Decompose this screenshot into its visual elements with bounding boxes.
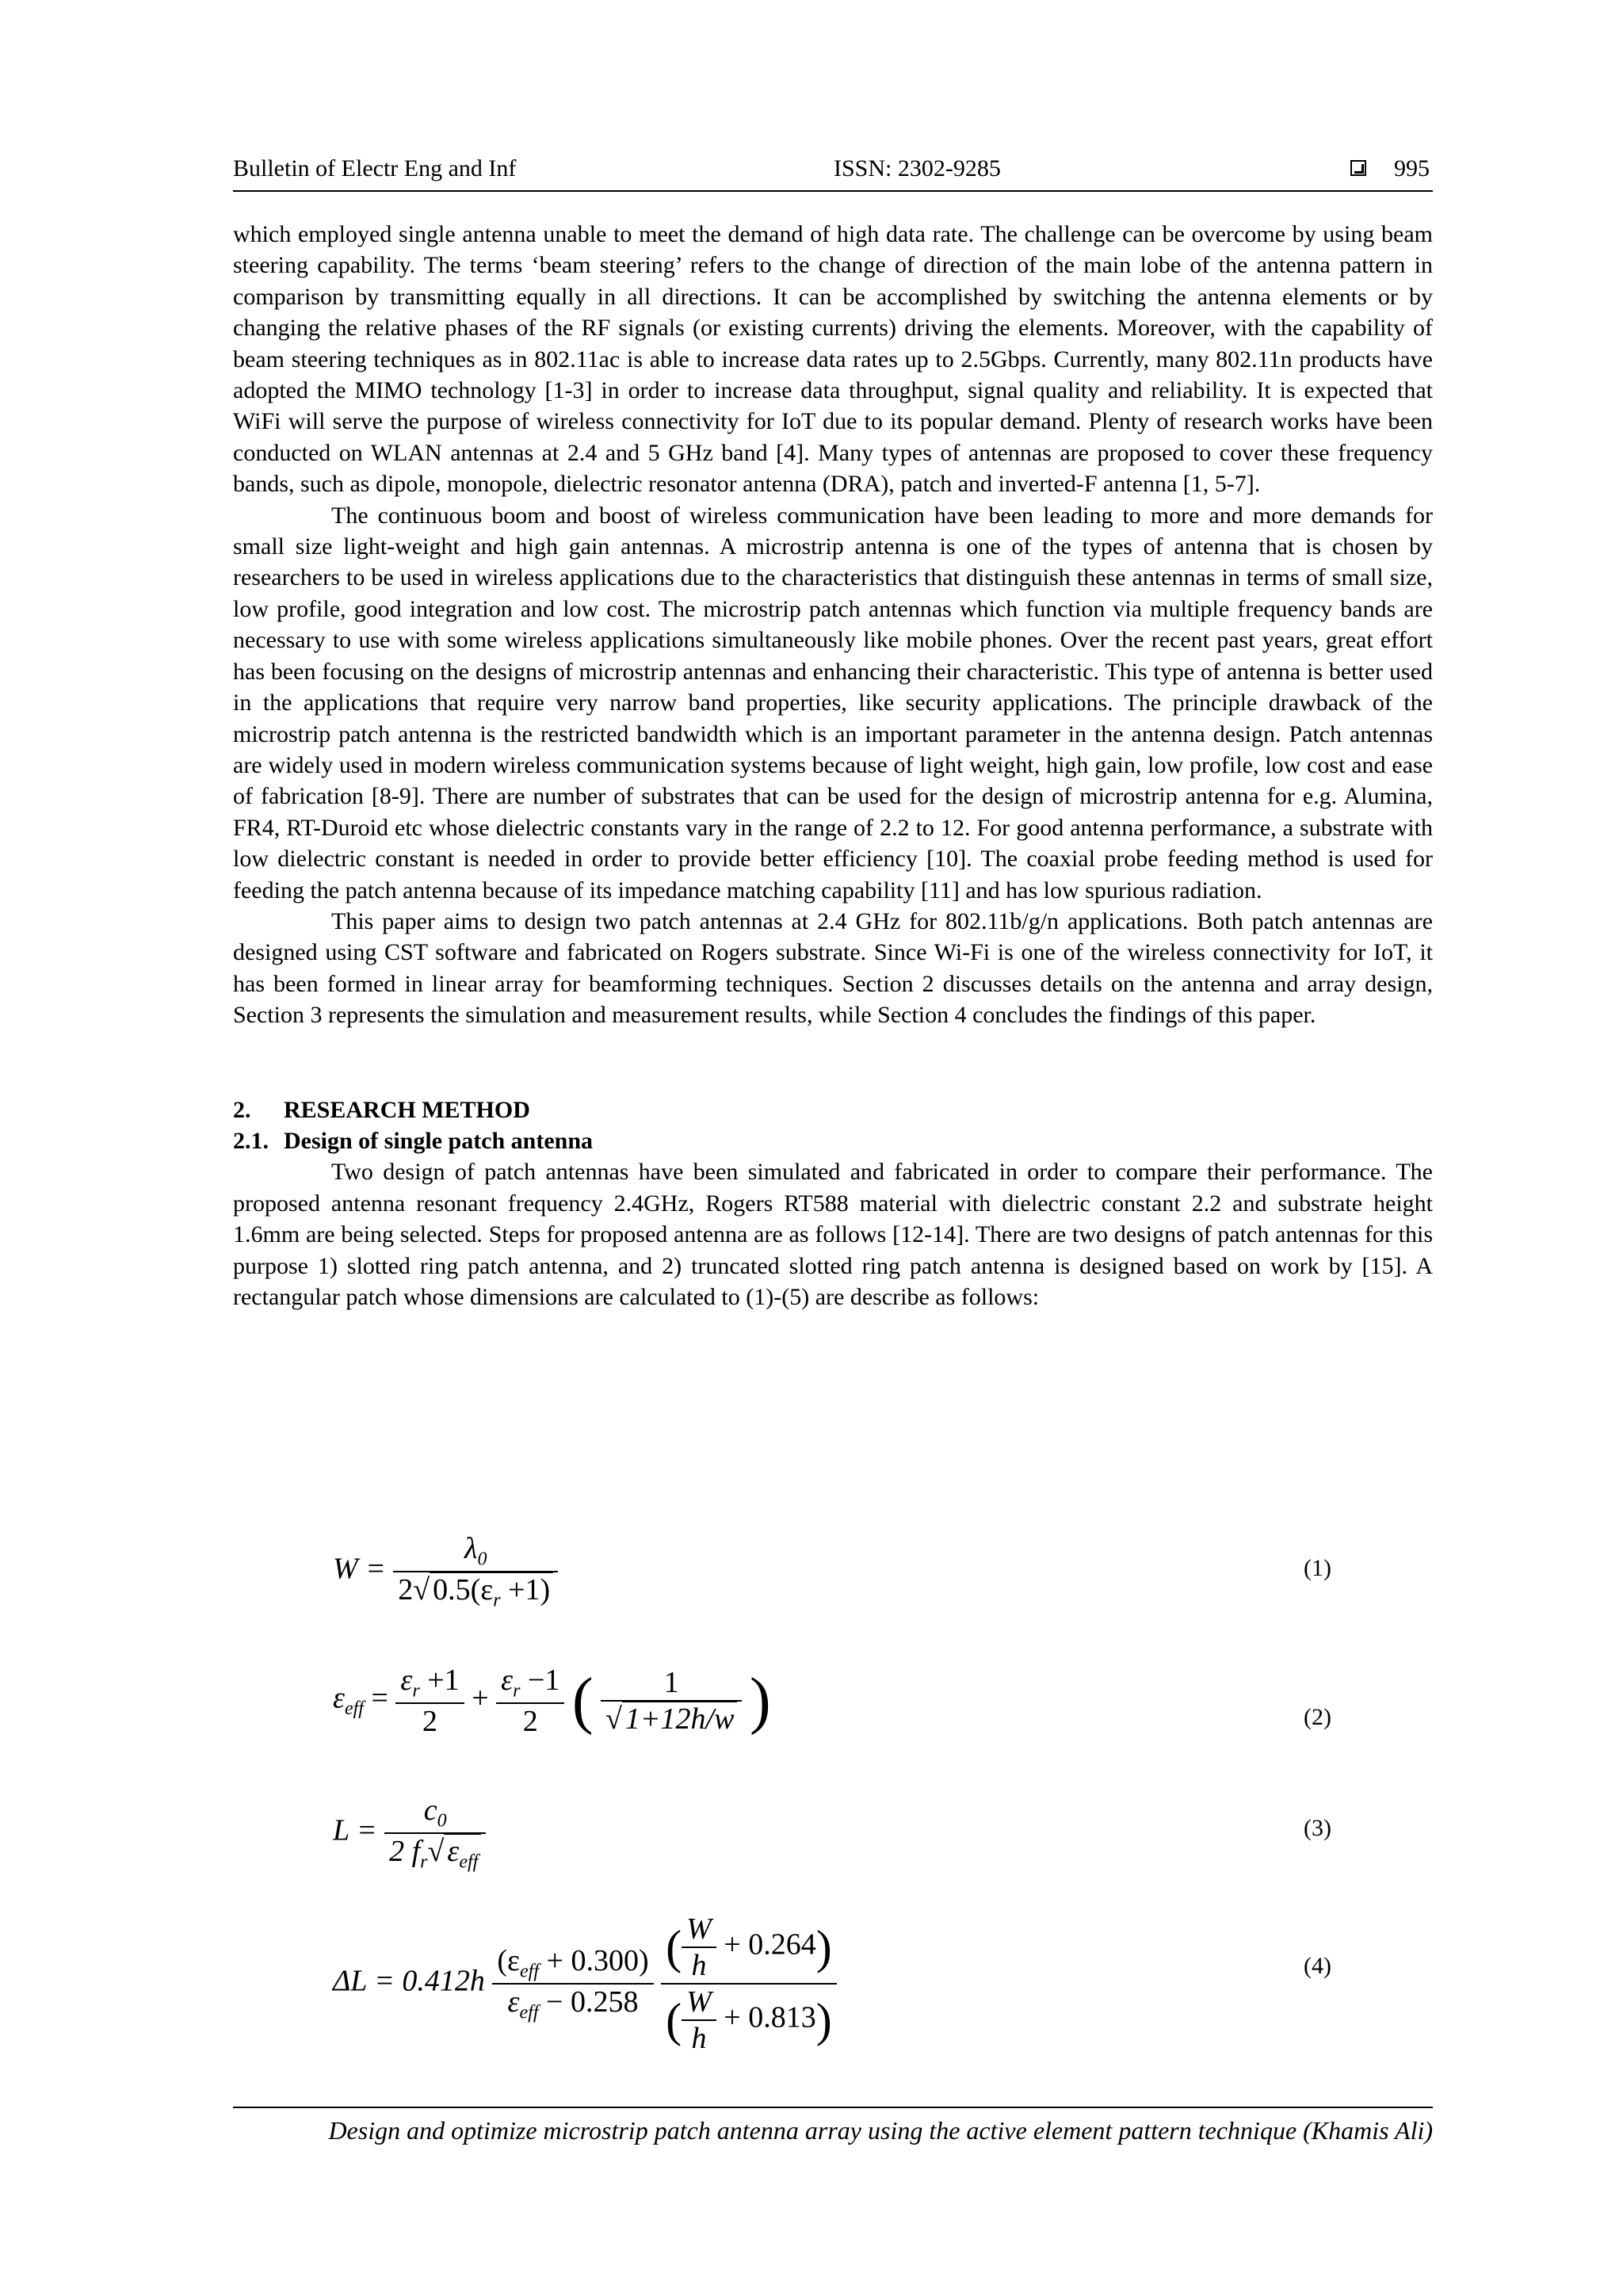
journal-name: Bulletin of Electr Eng and Inf xyxy=(233,155,517,181)
equation-3: L = $\frac{c_0}{2 f_r√ \varepsilon_{eff}}$ (3) xyxy=(333,1794,1331,1873)
equation-2: $\varepsilon_{eff}$ = $\frac{\varepsilon_r +1}{2}$ + $\frac{\varepsilon_r -1}{2}$ ( $\frac{1}{√ 1+12h/w}$ ) (2) xyxy=(333,1664,1331,1738)
main-text xyxy=(233,219,1433,1312)
running-footer: Design and optimize microstrip patch antenna array using the active element pattern technique (Khamis Ali) xyxy=(233,2107,1433,2145)
paragraph-3: This paper aims to design two patch antennas at 2.4 GHz for 802.11b/g/n applications. Both patch antennas are designed using CST software and fabricated on Rogers substrate. Since Wi-Fi is one of the wireless connectivity for IoT, it has been formed in linear array for beamforming techniques. Section 2 discusses details on the antenna and array design, Section 3 represents the simulation and measurement results, while Section 4 concludes the findings of this paper. xyxy=(233,907,1433,1029)
subsection-title: Design of single patch antenna xyxy=(284,1127,594,1154)
running-header xyxy=(233,155,1433,192)
equation-3-label: (3) xyxy=(1304,1815,1331,1841)
section-number: 2. xyxy=(233,1096,251,1123)
section-title: RESEARCH METHOD xyxy=(284,1096,530,1123)
subsection-heading xyxy=(233,1125,1433,1156)
issn: ISSN: 2302-9285 xyxy=(834,155,1001,181)
paragraph-2: The continuous boom and boost of wireless communication have been leading to more and more demands for small size light-weight and high gain antennas. A microstrip antenna is one of the types of antenna that is chosen by researchers to be used in wireless applications due to the characteristics that distinguish these antennas in terms of small size, low profile, good integration and low cost. The microstrip patch antennas which function via multiple frequency bands are necessary to use with some wireless applications simultaneously like mobile phones. Over the recent past years, great effort has been focusing on the designs of microstrip antennas and enhancing their characteristic. This type of antenna is better used in the applications that require very narrow band properties, like security applications. The principle drawback of the microstrip patch antenna is the restricted bandwidth which is an important parameter in the antenna design. Patch antennas are widely used in modern wireless communication systems because of light weight, high gain, low profile, low cost and ease of fabrication [8-9]. There are number of substrates that can be used for the design of microstrip antenna for e.g. Alumina, FR4, RT-Duroid etc whose dielectric constants vary in the range of 2.2 to 12. For good antenna performance, a substrate with low dielectric constant is needed in order to provide better efficiency [10]. The coaxial probe feeding method is used for feeding the patch antenna because of its impedance matching capability [11] and has low spurious radiation. xyxy=(233,502,1433,904)
spacer xyxy=(233,1031,1433,1095)
paragraph-1: which employed single antenna unable to meet the demand of high data rate. The challenge can be overcome by using beam steering capability. The terms ‘beam steering’ refers to the change of direction of the main lobe of the antenna pattern in comparison by transmitting equally in all directions. It can be accomplished by switching the antenna elements or by changing the relative phases of the RF signals (or existing currents) driving the elements. Moreover, with the capability of beam steering techniques as in 802.11ac is able to increase data rates up to 2.5Gbps. Currently, many 802.11n products have adopted the MIMO technology [1-3] in order to increase data throughput, signal quality and reliability. It is expected that WiFi will serve the purpose of wireless connectivity for IoT due to its popular demand. Plenty of research works have been conducted on WLAN antennas at 2.4 and 5 GHz band [4]. Many types of antennas are proposed to cover these frequency bands, such as dipole, monopole, dielectric resonator antenna (DRA), patch and inverted-F antenna [1, 5-7]. xyxy=(233,221,1433,498)
subsection-number: 2.1. xyxy=(233,1127,269,1154)
equation-4: ΔL = 0.412h $\frac{(\varepsilon_{eff} + 0.300)}{\varepsilon_{eff} - 0.258}$ ( $\frac{W}{h}$ + 0.264) ( $\frac{W}{h}$ + 0.813) (4) xyxy=(333,1912,1331,2055)
equation-4-label: (4) xyxy=(1304,1953,1331,1979)
page-number: 995 xyxy=(1394,155,1430,181)
checkbox-square-icon xyxy=(1350,160,1366,176)
equation-1-label: (1) xyxy=(1304,1555,1331,1581)
section-heading xyxy=(233,1095,1433,1125)
equation-1: W = $\frac{\lambda_0}{2√ 0.5(\varepsilon_r +1)}$ (1) xyxy=(333,1532,1331,1611)
paragraph-4: Two design of patch antennas have been simulated and fabricated in order to compare their performance. The proposed antenna resonant frequency 2.4GHz, Rogers RT588 material with dielectric constant 2.2 and substrate height 1.6mm are being selected. Steps for proposed antenna are as follows [12-14]. There are two designs of patch antennas for this purpose 1) slotted ring patch antenna, and 2) truncated slotted ring patch antenna is designed based on work by [15]. A rectangular patch whose dimensions are calculated to (1)-(5) are describe as follows: xyxy=(233,1159,1433,1310)
equation-2-label: (2) xyxy=(1304,1704,1331,1730)
